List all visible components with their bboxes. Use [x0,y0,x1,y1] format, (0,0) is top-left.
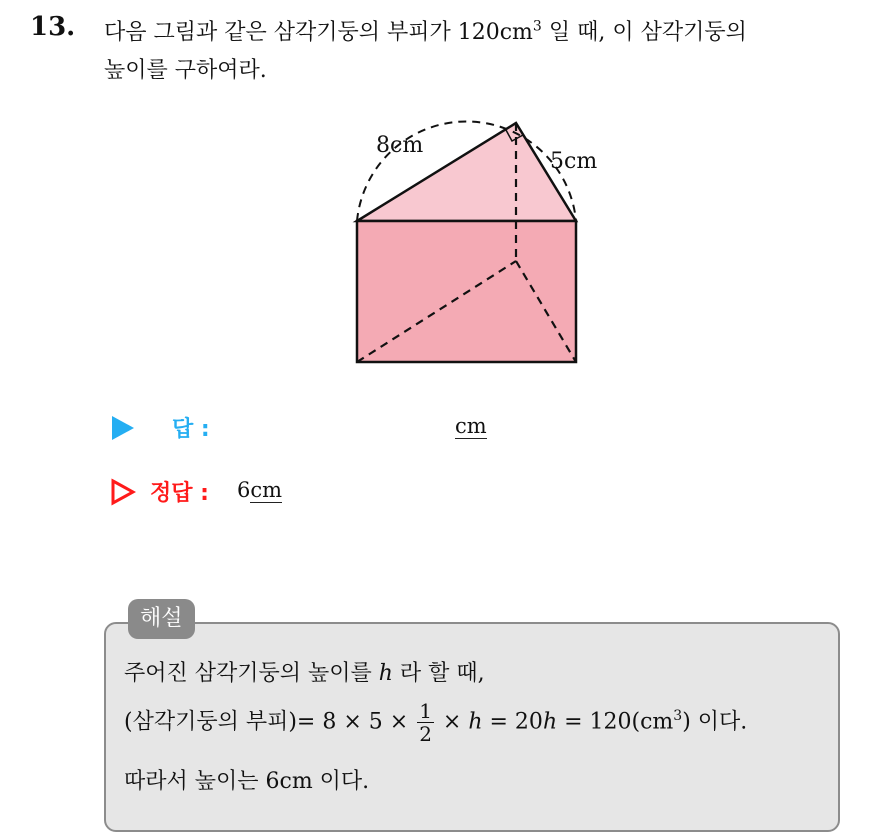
question-text-sup: 3 [532,18,542,35]
fraction [417,700,434,745]
correct-unit: cm [250,478,283,502]
sol2-eq2: = 120(cm [557,709,674,735]
prism-diagram [320,105,620,375]
fraction-denominator: 2 [419,722,432,746]
sol2-pre: (삼각기둥의 부피)= 8 × 5 × [124,709,416,735]
solution-line-2 [124,700,747,745]
label-8cm: 8cm [376,133,424,158]
sol2-post: ) 이다. [682,709,748,735]
sol2-eq1: = 20 [482,709,543,735]
sol2-mid: × [435,709,469,735]
solution-tab: 해설 [128,599,195,639]
answer-unit: cm [455,414,487,438]
prism-figure [320,105,620,379]
question-text-line2: 높이를 구하여라. [104,58,267,83]
sol2-var2: h [542,709,558,735]
solution-line-1 [124,656,485,687]
sol1-var: h [378,661,393,686]
question-text-part1: 다음 그림과 같은 삼각기둥의 부피가 120cm [104,20,533,45]
correct-label: 정답 : [150,481,209,506]
fraction-numerator: 1 [419,699,432,723]
correct-number: 6 [237,478,251,502]
answer-arrow-icon [112,416,134,440]
sol2-var: h [468,709,483,735]
question-number: 13. [30,12,76,42]
sol1-pre: 주어진 삼각기둥의 높이를 [124,661,379,686]
question-text [104,14,874,90]
answer-label: 답 : [172,417,210,442]
correct-arrow-icon [110,478,136,510]
sol2-sup: 3 [673,708,683,725]
question-text-part2: 일 때, 이 삼각기둥의 [541,20,747,45]
solution-line-3: 따라서 높이는 6cm 이다. [124,769,370,794]
sol1-post: 라 할 때, [392,661,485,686]
label-5cm: 5cm [550,149,598,174]
correct-value [237,478,282,502]
